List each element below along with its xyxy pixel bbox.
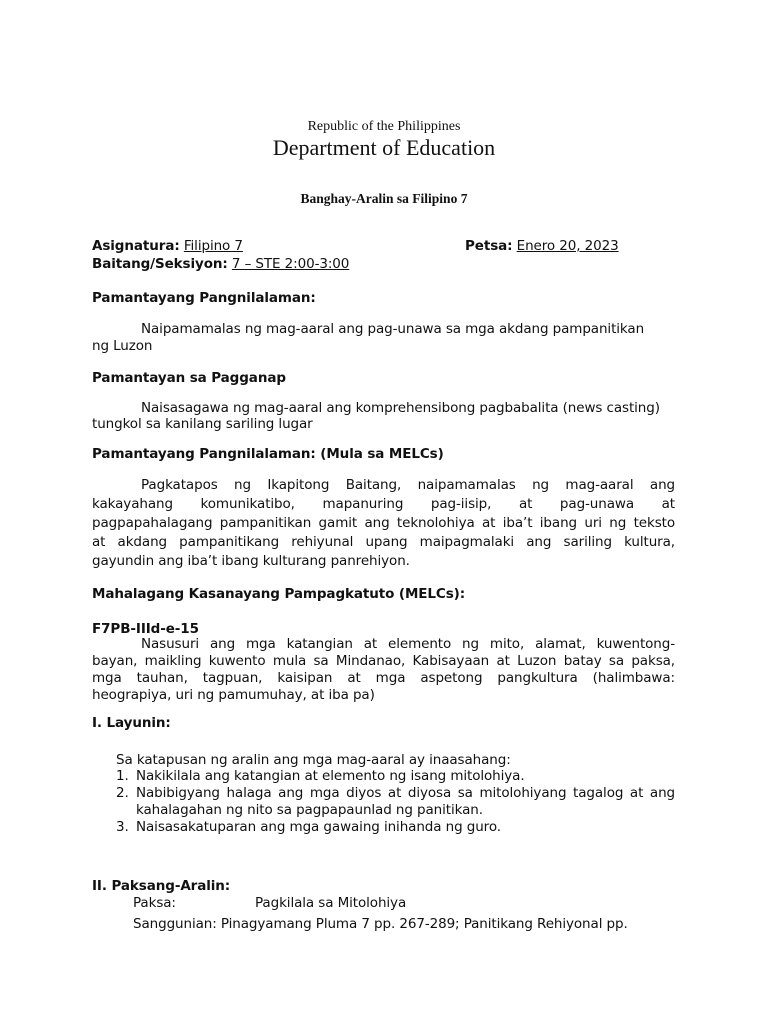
list-item bbox=[116, 785, 675, 819]
melc-code: F7PB-IIId-e-15 bbox=[92, 621, 199, 637]
code-line: Nasusuri ang mga katangian at elemento ng mito, alamat, kuwentong- bbox=[141, 636, 675, 652]
pamantayang-heading: Pamantayang Pangnilalaman: bbox=[92, 290, 316, 306]
list-item-text: Nakikilala ang katangian at elemento ng isang mitolohiya. bbox=[136, 768, 525, 784]
paksa-value: Pagkilala sa Mitolohiya bbox=[255, 895, 407, 911]
melcs-line: gayundin ang iba’t ibang kulturang panrehiyon. bbox=[92, 553, 410, 569]
pagganap-text-line: Naisasagawa ng mag-aaral ang komprehensibong pagbabalita (news casting) bbox=[141, 400, 660, 416]
petsa-label: Petsa: bbox=[465, 238, 513, 254]
melcs-heading: Pamantayang Pangnilalaman: (Mula sa MELCs) bbox=[92, 446, 444, 462]
list-number: 2. bbox=[116, 785, 129, 801]
code-line: heograpiya, uri ng pamumuhay, at iba pa) bbox=[92, 687, 375, 703]
list-number: 1. bbox=[116, 768, 129, 784]
baitang-line bbox=[92, 256, 349, 273]
list-item bbox=[116, 819, 675, 836]
code-paragraph bbox=[92, 636, 675, 704]
paksa-label: Paksa: bbox=[133, 895, 176, 911]
melcs-paragraph bbox=[92, 477, 675, 570]
baitang-value: 7 – STE 2:00-3:00 bbox=[231, 256, 350, 272]
list-item bbox=[116, 768, 675, 785]
melcs-line: Pagkatapos ng Ikapitong Baitang, naipamamalas ng mag-aaral ang bbox=[141, 477, 675, 493]
melcs-line: kakayahang komunikatibo, mapanuring pag-iisip, at pag-unawa at bbox=[92, 496, 675, 512]
plan-title: Banghay-Aralin sa Filipino 7 bbox=[300, 191, 468, 206]
petsa-value: Enero 20, 2023 bbox=[516, 238, 619, 254]
department-header: Department of Education bbox=[272, 135, 496, 160]
sanggunian-line bbox=[133, 916, 628, 933]
paksang-heading: II. Paksang-Aralin: bbox=[92, 878, 231, 894]
baitang-label: Baitang/Seksiyon: bbox=[92, 256, 228, 272]
list-item-text: kahalagahan ng nito sa pagpapaunlad ng panitikan. bbox=[136, 802, 483, 818]
asignatura-value: Filipino 7 bbox=[183, 238, 243, 254]
list-item-text: Nabibigyang halaga ang mga diyos at diyosa sa mitolohiyang tagalog at ang bbox=[136, 785, 675, 801]
republic-header: Republic of the Philippines bbox=[307, 119, 461, 134]
code-line: mga tauhan, tagpuan, kaisipan at mga aspetong pangkultura (halimbawa: bbox=[92, 670, 675, 686]
pamantayang-text-line: Naipamamalas ng mag-aaral ang pag-unawa sa mga akdang pampanitikan bbox=[141, 321, 645, 337]
sanggunian-value: Pinagyamang Pluma 7 pp. 267-289; Panitikang Rehiyonal pp. bbox=[220, 916, 628, 932]
melcs-line: at akdang pampanitikang rehiyunal upang maipagmalaki ang sariling kultura, bbox=[92, 534, 675, 550]
layunin-heading: I. Layunin: bbox=[92, 715, 171, 731]
code-line: bayan, maikling kuwento mula sa Mindanao, Kabisayaan at Luzon batay sa paksa, bbox=[92, 653, 675, 669]
layunin-list bbox=[116, 768, 675, 836]
list-item-text: Naisasakatuparan ang mga gawaing inihanda ng guro. bbox=[136, 819, 501, 835]
list-number: 3. bbox=[116, 819, 129, 835]
asignatura-line bbox=[92, 238, 243, 255]
asignatura-label: Asignatura: bbox=[92, 238, 180, 254]
sanggunian-label: Sanggunian: bbox=[133, 916, 217, 932]
pagganap-text-line: tungkol sa kanilang sariling lugar bbox=[92, 416, 313, 432]
kasanayan-heading: Mahalagang Kasanayang Pampagkatuto (MELCs): bbox=[92, 586, 466, 602]
melcs-line: pagpapahalagang pampanitikan gamit ang teknolohiya at iba’t ibang uri ng teksto bbox=[92, 515, 675, 531]
pamantayang-text-line: ng Luzon bbox=[92, 338, 153, 354]
pagganap-heading: Pamantayan sa Pagganap bbox=[92, 370, 286, 386]
layunin-intro: Sa katapusan ng aralin ang mga mag-aaral ay inaasahang: bbox=[116, 752, 511, 768]
petsa-line bbox=[465, 238, 619, 255]
